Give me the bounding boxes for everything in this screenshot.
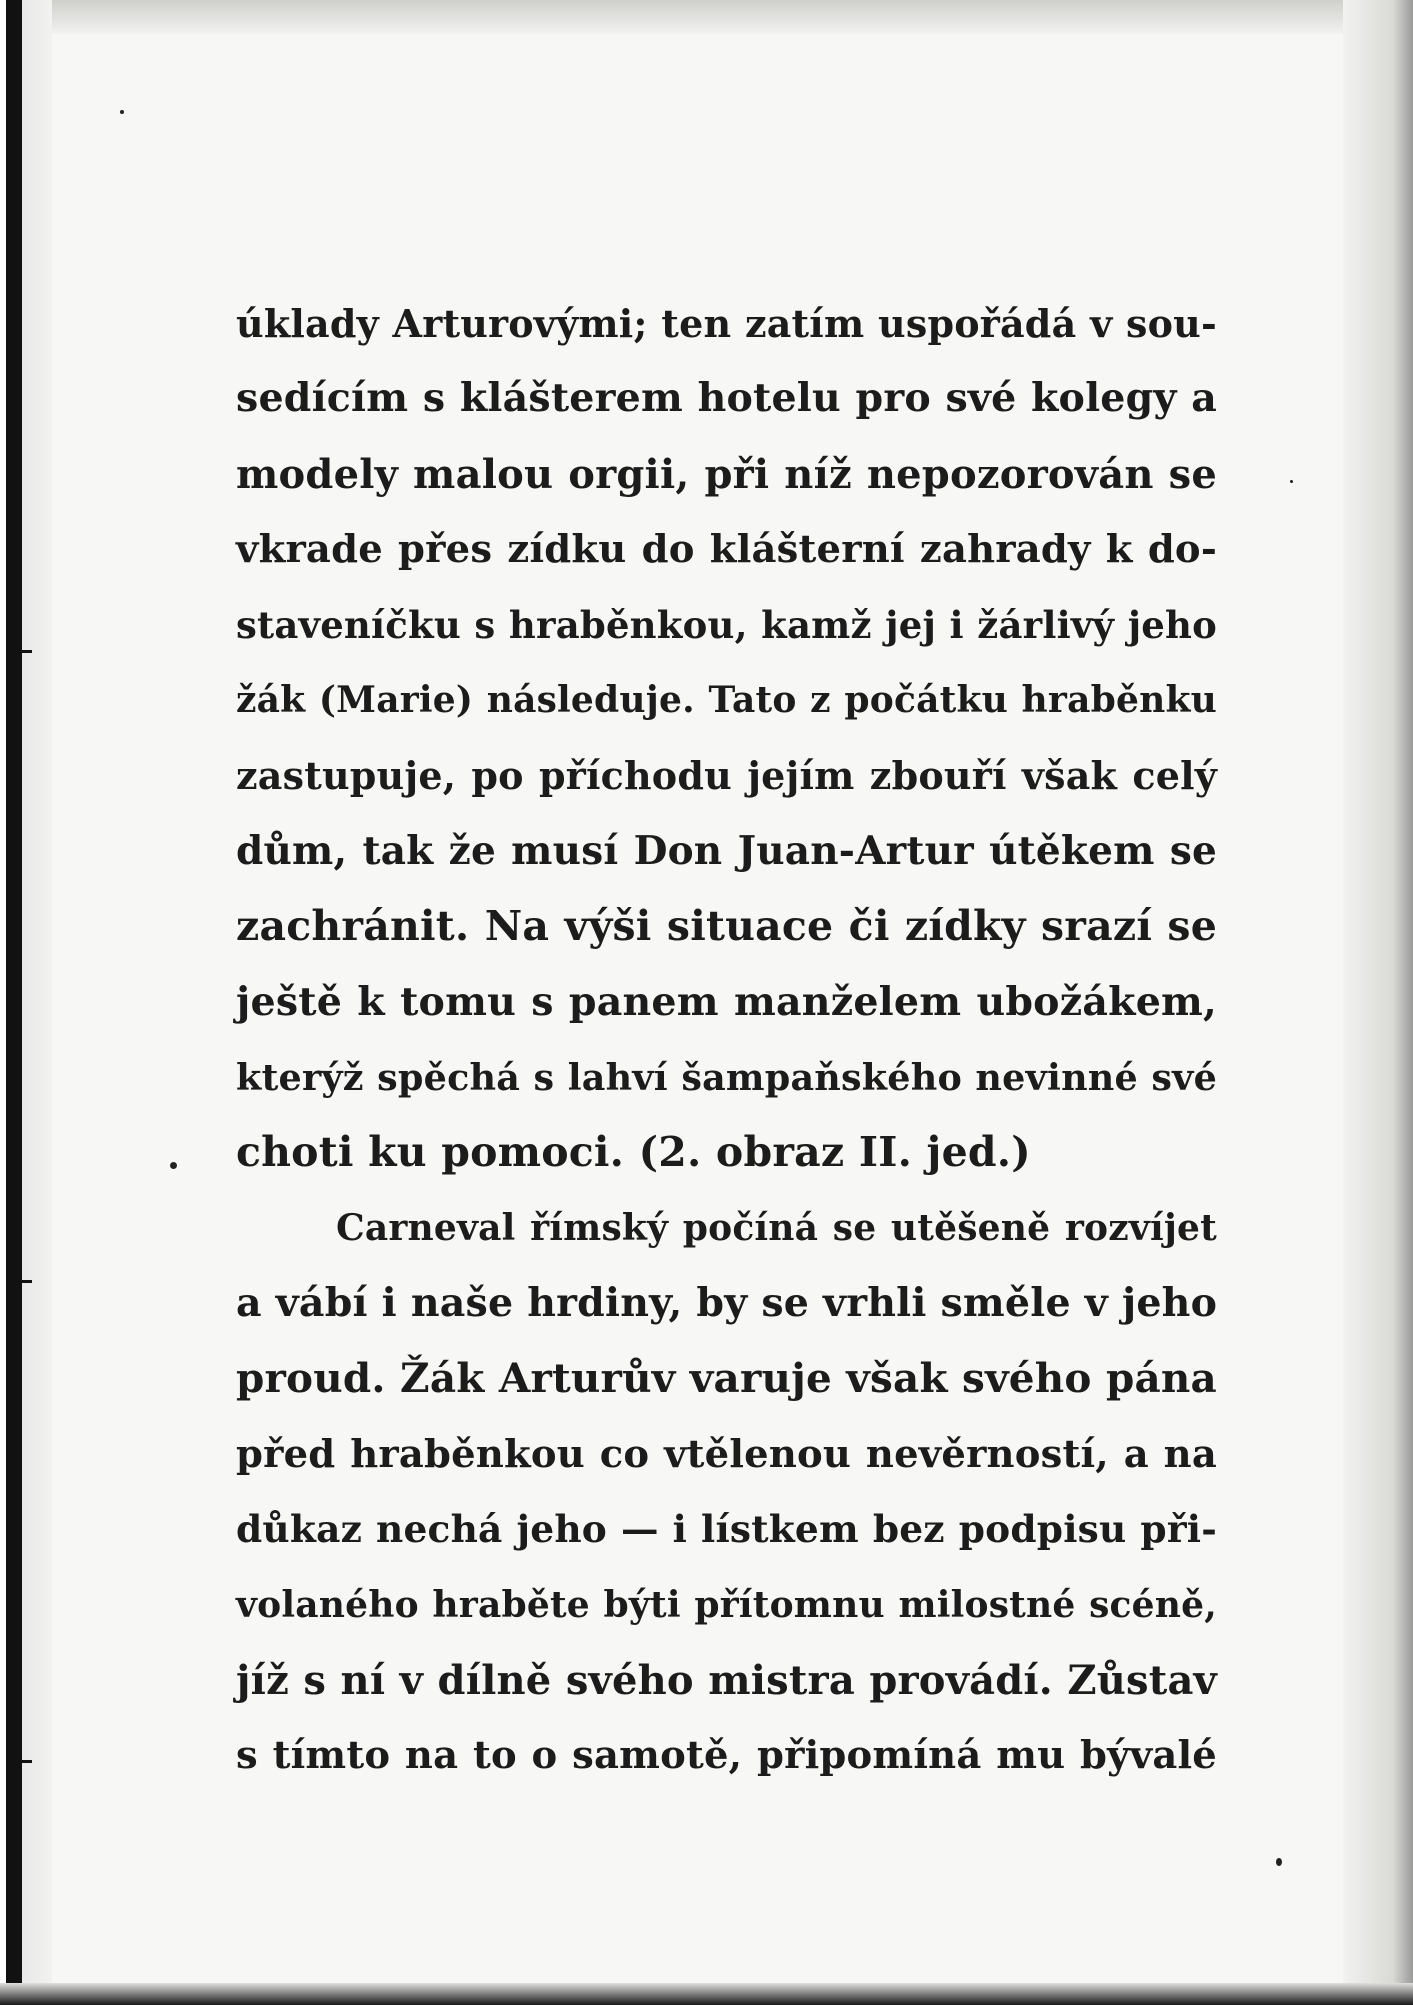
dust-speck (170, 1162, 177, 1169)
text-line: choti ku pomoci. (2. obraz II. jed.) (236, 1128, 1031, 1177)
book-spine-edge (0, 0, 52, 2005)
text-line: staveníčku s hraběnkou, kamž jej i žárlivý jeho (236, 602, 1217, 647)
text-line: důkaz nechá jeho — i lístkem bez podpisu při- (236, 1507, 1217, 1552)
text-line: kterýž spěchá s lahví šampaňského nevinné své (236, 1055, 1217, 1099)
spine-mark (18, 650, 32, 653)
dust-speck (1276, 1858, 1282, 1866)
text-line: Carneval římský počíná se utěšeně rozvíjet (336, 1206, 1217, 1249)
body-text (236, 286, 1217, 1794)
text-line: dům, tak že musí Don Juan-Artur útěkem se (236, 827, 1217, 874)
dust-speck (1290, 480, 1293, 483)
paragraph-1 (236, 286, 1217, 1191)
text-line: žák (Marie) následuje. Tato z počátku hraběnku (236, 678, 1217, 721)
text-line: úklady Arturovými; ten zatím uspořádá v sou- (236, 301, 1217, 346)
text-line: a vábí i naše hrdiny, by se vrhli směle v jeho (236, 1280, 1218, 1327)
spine-mark (18, 1760, 32, 1763)
page-bottom-edge (0, 1983, 1413, 2005)
text-line: zastupuje, po příchodu jejím zbouří však celý (236, 753, 1217, 799)
text-line: ještě k tomu s panem manželem ubožákem, (236, 978, 1217, 1025)
text-line: s tímto na to o samotě, připomíná mu bývalé (236, 1733, 1217, 1779)
dust-speck (120, 110, 124, 114)
text-line: jíž s ní v dílně svého mistra provádí. Zůstav (236, 1657, 1217, 1705)
page-top-edge (40, 0, 1413, 34)
text-line: volaného hraběte býti přítomnu milostné scéně, (236, 1583, 1217, 1626)
text-line: vkrade přes zídku do klášterní zahrady k do- (236, 527, 1217, 573)
page-right-edge (1343, 0, 1413, 2005)
text-line: modely malou orgii, při níž nepozorován se (236, 450, 1217, 498)
paragraph-2 (236, 1191, 1217, 1794)
text-line: zachránit. Na výši situace či zídky srazí se (236, 902, 1217, 951)
spine-mark (18, 1280, 32, 1283)
text-line: sedícím s klášterem hotelu pro své kolegy a (236, 375, 1217, 422)
text-line: proud. Žák Arturův varuje však svého pána (236, 1354, 1217, 1403)
text-line: před hraběnkou co vtělenou nevěrností, a na (236, 1431, 1217, 1477)
